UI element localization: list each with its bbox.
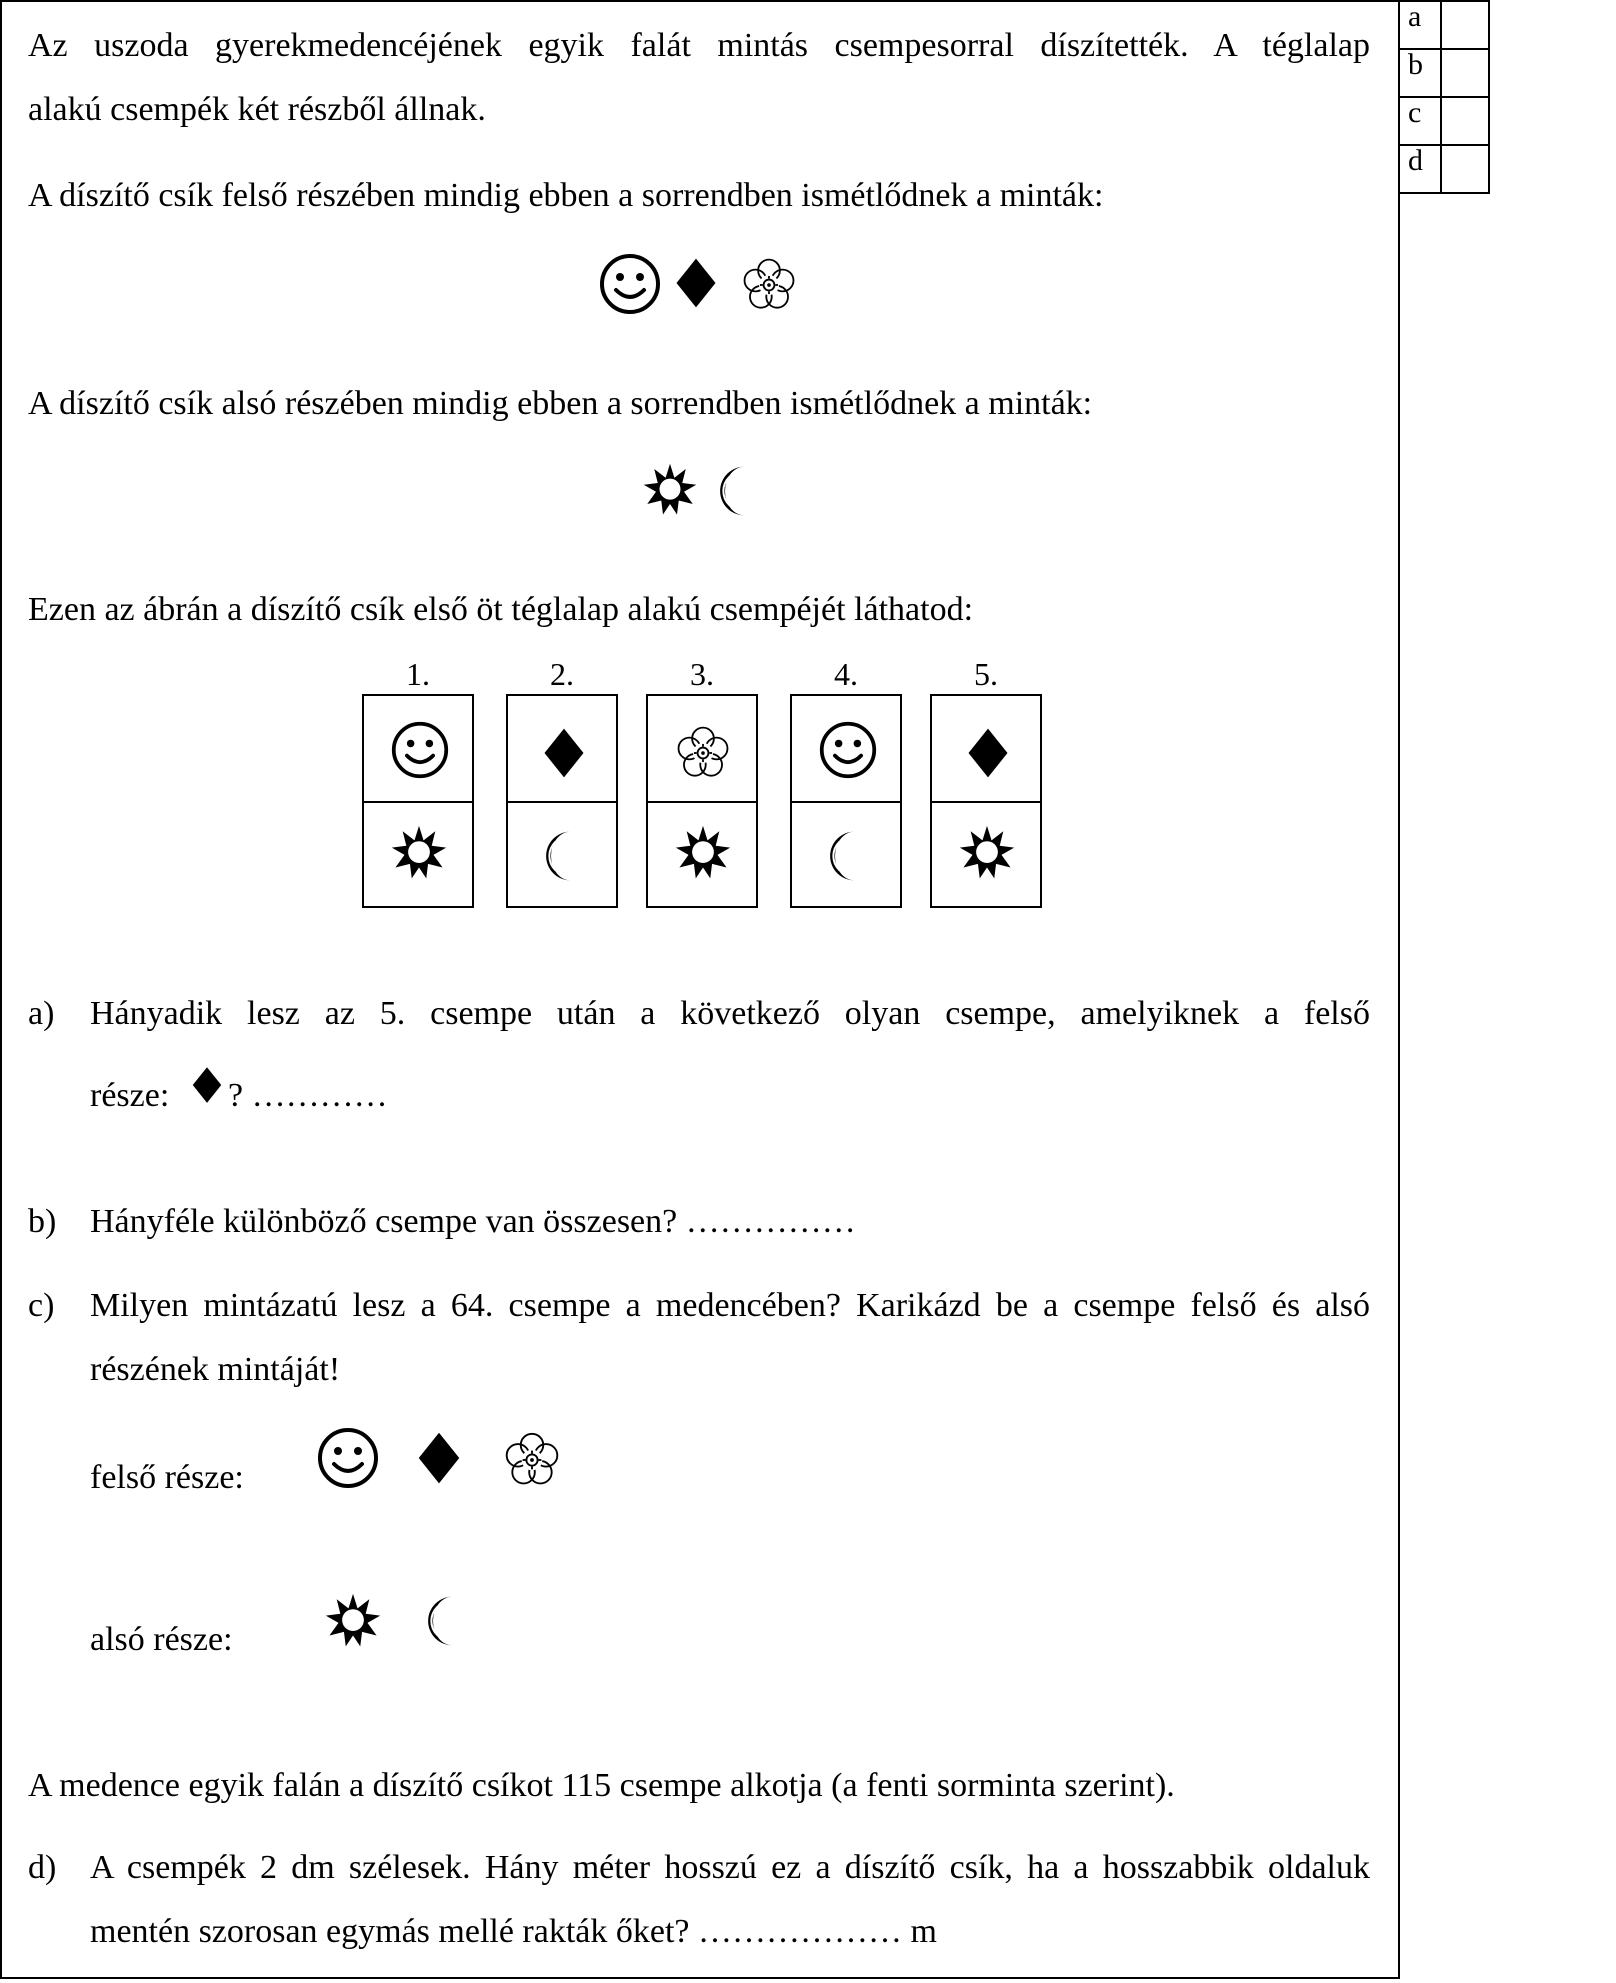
moon-icon [818,824,874,888]
question-b-text: Hányféle különböző csempe van összesen? …………… [90,1203,856,1240]
smiley-icon [390,720,450,780]
question-a-line-2-prefix: része: [90,1077,170,1114]
option-flower-icon[interactable] [502,1430,562,1490]
lower-pattern-text: A díszítő csík alsó részében mindig ebben a sorrendben ismétlődnek a minták: [28,385,1093,422]
upper-pattern-text: A díszítő csík felső részében mindig ebben a sorrendben ismétlődnek a minták: [28,177,1104,214]
sun-icon [958,824,1016,882]
score-box-a[interactable] [1441,1,1489,49]
question-b-label: b) [28,1203,57,1240]
tile-1 [362,694,474,908]
intro-line-2: alakú csempék két részből állnak. [28,91,486,128]
question-c-label: c) [28,1287,55,1324]
score-row-c [1399,97,1489,145]
score-box-d[interactable] [1441,145,1489,193]
question-a-label: a) [28,995,55,1032]
upper-part-label: felső része: [90,1459,244,1496]
question-a-line-1: Hányadik lesz az 5. csempe után a következő olyan csempe, amelyiknek a felső [90,995,1370,1032]
moon-icon [534,824,590,888]
score-row-d [1399,145,1489,193]
score-row-b [1399,49,1489,97]
score-label-c: c [1399,97,1441,145]
flower-icon [740,256,798,314]
tile-number: 1. [406,656,430,692]
moon-icon [712,460,764,522]
score-label-a: a [1399,1,1441,49]
tile-2 [506,694,618,908]
question-d-line-1: A csempék 2 dm szélesek. Hány méter hosszú ez a díszítő csík, ha a hosszabbik oldaluk [90,1849,1370,1886]
smiley-icon [818,720,878,780]
option-diamond-icon[interactable] [412,1422,466,1494]
sun-icon [674,824,732,882]
score-box-b[interactable] [1441,49,1489,97]
score-label-b: b [1399,49,1441,97]
question-d-label: d) [28,1849,57,1886]
question-c-line-2: részének mintáját! [90,1351,341,1388]
figure-text: Ezen az ábrán a díszítő csík első öt téglalap alakú csempéjét láthatod: [28,591,974,628]
tile-number: 2. [550,656,574,692]
score-label-d: d [1399,145,1441,193]
diamond-icon [958,720,1014,786]
tile-3 [646,694,758,908]
question-c-line-1: Milyen mintázatú lesz a 64. csempe a medencében? Karikázd be a csempe felső és alsó [90,1287,1370,1324]
tile-4 [790,694,902,908]
diamond-icon [188,1060,226,1110]
score-table [1398,0,1490,194]
option-smiley-icon[interactable] [316,1426,380,1490]
diamond-icon [534,720,590,786]
tile-number: 5. [974,656,998,692]
lower-part-label: alsó része: [90,1621,233,1658]
flower-icon [674,720,732,782]
tile-5 [930,694,1042,908]
score-row-a [1399,1,1489,49]
tile-number: 4. [834,656,858,692]
sun-icon [390,824,448,882]
score-box-c[interactable] [1441,97,1489,145]
smiley-icon [598,252,662,316]
sun-icon [642,462,698,518]
option-sun-icon[interactable] [324,1592,382,1650]
diamond-icon [670,250,722,316]
question-d-context: A medence egyik falán a díszítő csíkot 115 csempe alkotja (a fenti sorminta szerint). [28,1767,1175,1804]
question-a-line-2-suffix: ? ………… [228,1077,388,1114]
intro-line-1: Az uszoda gyerekmedencéjének egyik falát mintás csempesorral díszítették. A téglalap [28,27,1370,64]
question-d-line-2: mentén szorosan egymás mellé rakták őket? ……………… m [90,1913,937,1950]
tile-number: 3. [690,656,714,692]
option-moon-icon[interactable] [420,1588,472,1654]
